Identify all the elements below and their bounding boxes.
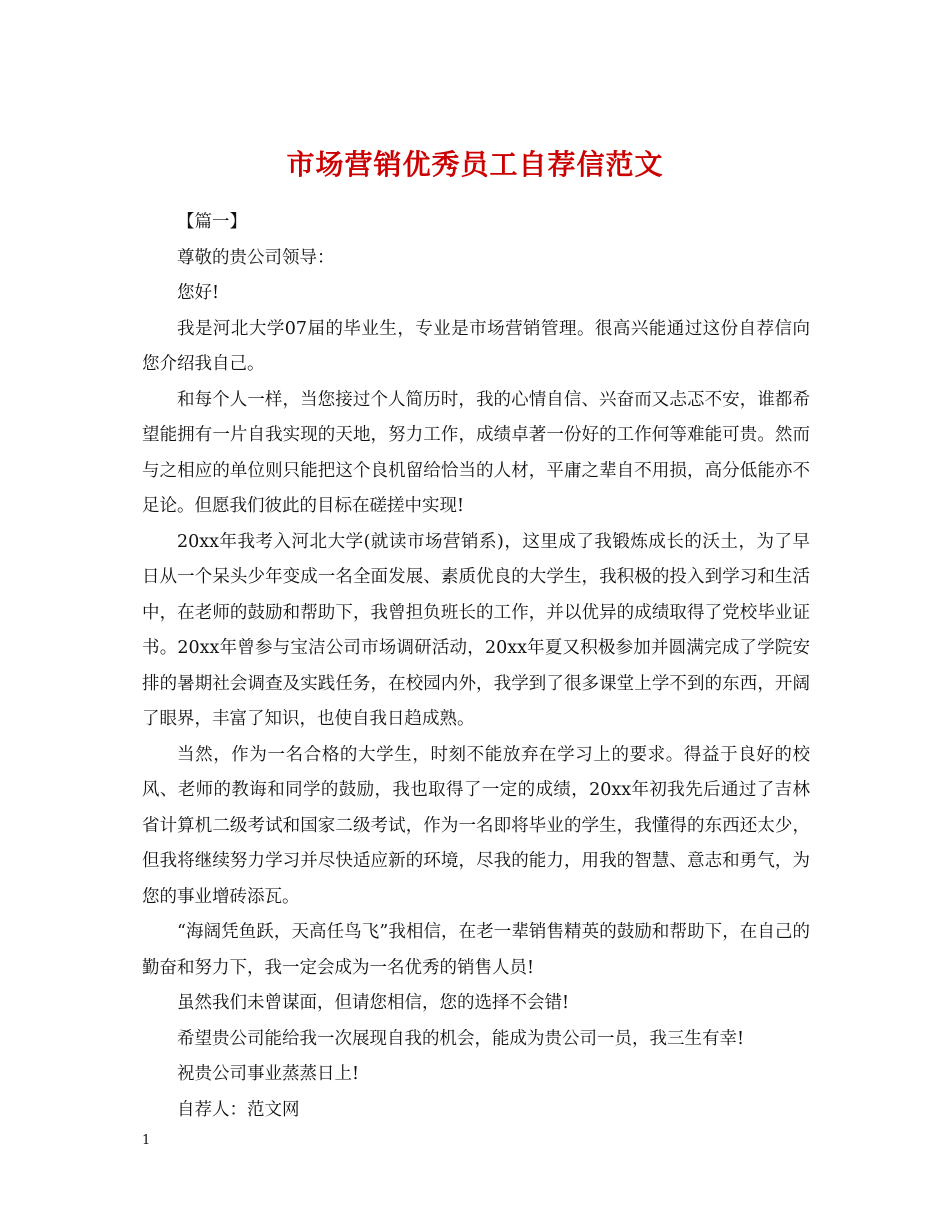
page-number: 1: [142, 1133, 151, 1148]
signature: 自荐人：范文网: [177, 1099, 300, 1120]
greeting: 您好!: [177, 283, 220, 303]
document-title: 市场营销优秀员工自荐信范文: [286, 147, 664, 181]
section-heading: 【篇一】: [177, 212, 247, 232]
paragraph-achievements: 当然，作为一名合格的大学生，时刻不能放弃在学习上的要求。得益于良好的校风、老师的教诲和同学的鼓励，我也取得了一定的成绩，20xx年初我先后通过了吉林省计算机二级考试和国家二级考试，作为一名即将毕业的学生，我懂得的东西还太少，但我将继续努力学习并尽快适应新的环境，尽我的能力，用我的智慧、意志和勇气，为您的事业增砖添瓦。: [142, 744, 810, 907]
salutation: 尊敬的贵公司领导：: [177, 247, 335, 268]
paragraph-intro: 我是河北大学07届的毕业生，专业是市场营销管理。很高兴能通过这份自荐信向您介绍我自己。: [142, 318, 810, 374]
paragraph-motivation: 和每个人一样，当您接过个人简历时，我的心情自信、兴奋而又忐忑不安，谁都希望能拥有一片自我实现的天地，努力工作，成绩卓著一份好的工作何等难能可贵。然而与之相应的单位则只能把这个良机留给恰当的人材，平庸之辈自不用损，高分低能亦不足论。但愿我们彼此的目标在磋搓中实现!: [142, 389, 810, 516]
document-body: [142, 205, 810, 1128]
paragraph-trust: 虽然我们未曾谋面，但请您相信，您的选择不会错!: [177, 993, 570, 1013]
paragraph-aspiration: “海阔凭鱼跃，天高任鸟飞”我相信，在老一辈销售精英的鼓励和帮助下，在自己的勤奋和努力下，我一定会成为一名优秀的销售人员!: [142, 922, 810, 978]
paragraph-university: 20xx年我考入河北大学(就读市场营销系)，这里成了我锻炼成长的沃土，为了早日从一个呆头少年变成一名全面发展、素质优良的大学生，我积极的投入到学习和生活中，在老师的鼓励和帮助下，我曾担负班长的工作，并以优异的成绩取得了党校毕业证书。20xx年曾参与宝洁公司市场调研活动，20xx年夏又积极参加并圆满完成了学院安排的暑期社会调查及实践任务，在校园内外，我学到了很多课堂上学不到的东西，开阔了眼界，丰富了知识，也使自我日趋成熟。: [142, 531, 810, 729]
closing-wish: 祝贵公司事业蒸蒸日上!: [177, 1064, 360, 1084]
paragraph-hope: 希望贵公司能给我一次展现自我的机会，能成为贵公司一员，我三生有幸!: [177, 1028, 745, 1049]
